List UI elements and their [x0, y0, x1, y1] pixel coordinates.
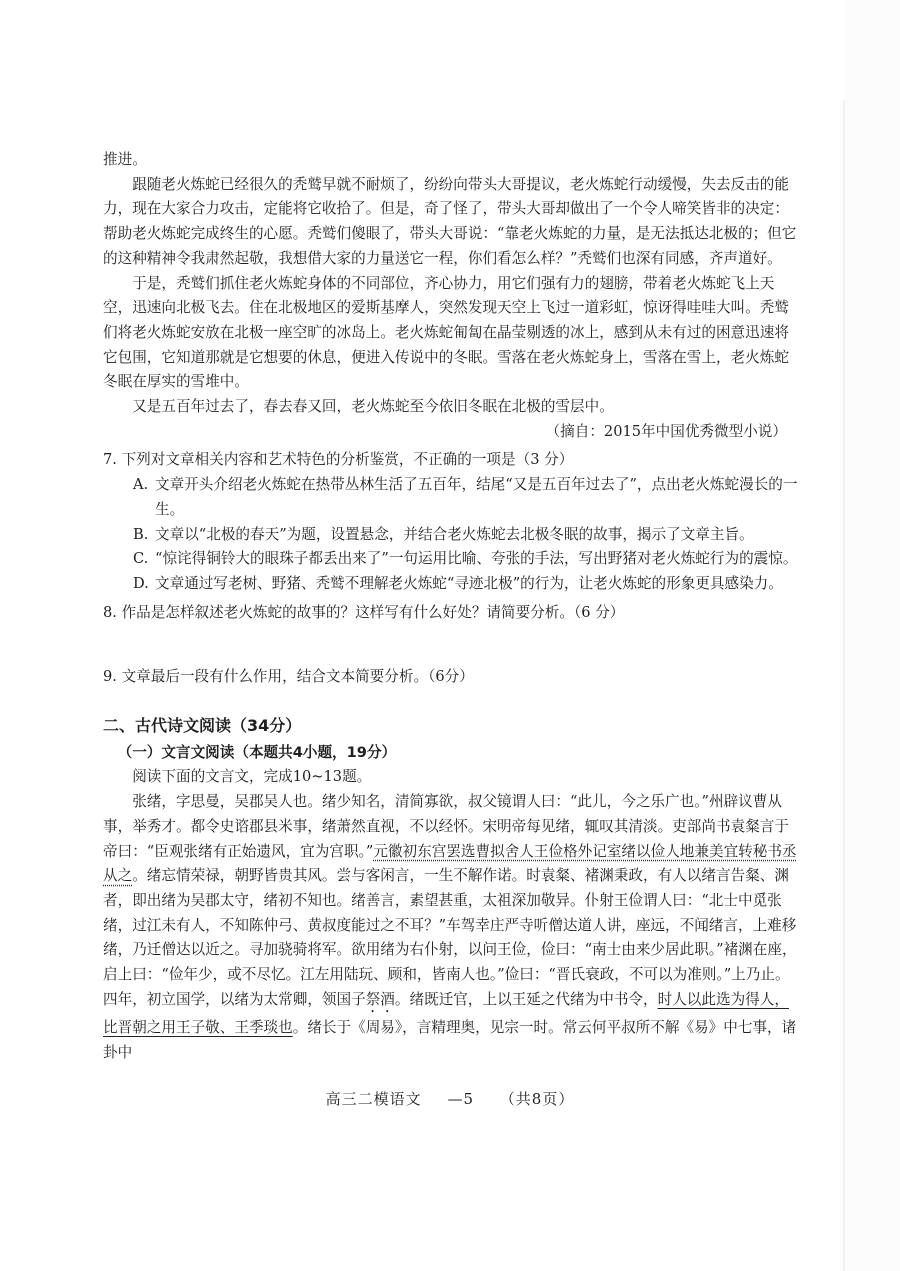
- wavy-underlined-sentence: 元徽初东宫罢选曹拟舍人王俭格外记室绪以俭人地兼美宜转秘书丞从之: [103, 842, 797, 885]
- option-b: [103, 523, 803, 548]
- passage-paragraph: 又是五百年过去了，春去春又回，老火炼蛇至今依旧冬眠在北极的雪层中。: [132, 398, 614, 416]
- question-text: 文章最后一段有什么作用，结合文本简要分析。（6分）: [121, 668, 474, 686]
- reading-instruction: 阅读下面的文言文，完成10~13题。: [132, 768, 372, 786]
- question-text: 下列对文章相关内容和艺术特色的分析鉴赏，不正确的一项是（3 分）: [121, 451, 574, 469]
- option-text: “惊诧得铜铃大的眼珠子都丢出来了”一句运用比喻、夸张的手法，写出野猪对老火炼蛇行为的震惊。: [155, 550, 798, 568]
- option-text: 文章以“北极的春天”为题，设置悬念，并结合老火炼蛇去北极冬眠的故事，揭示了文章主旨。: [155, 525, 754, 543]
- option-letter: D.: [133, 574, 149, 592]
- option-letter: A.: [133, 476, 149, 494]
- classical-passage: [103, 790, 803, 1065]
- passage-text: 。绪忘情荣禄，朝野皆贵其风。尝与客闲言，一生不解作诺。时袁粲、褚渊秉政，有人以绪言告粲、渊者，即出绪为吴郡太守，绪初不知也。绪善言，素望甚重，太祖深加敬异。仆射王俭谓人曰：“北士中觅张绪，过江未有人，不知陈仲弓、黄叔度能过之不耳？”车驾幸庄严寺听僧达道人讲，座远，不闻绪言，上难移绪，乃迁僧达以近之。寻加骁骑将军。欲用绪为右仆射，以问王俭，俭曰：“南士由来少居此职。”褚渊在座，启上曰：“俭年少，或不尽忆。江左用陆玩、顾和，皆南人也。”俭曰：“晋氏衰政，不可以为准则。”上乃止。四年，初立国学，以绪为太常卿，领国子: [103, 867, 797, 1008]
- question-text: 作品是怎样叙述老火炼蛇的故事的？这样写有什么好处？请简要分析。（6 分）: [121, 603, 625, 621]
- passage-paragraph: 跟随老火炼蛇已经很久的秃鹫早就不耐烦了，纷纷向带头大哥提议，老火炼蛇行动缓慢，失去反击的能力，现在大家合力攻击，定能将它收拾了。但是，奇了怪了，带头大哥却做出了一个令人啼笑皆非的决定：帮助老火炼蛇完成终生的心愿。秃鹫们傻眼了，带头大哥说：“靠老火炼蛇的力量，是无法抵达北极的；但它的这种精神令我肃然起敬，我想借大家的力量送它一程，你们看怎么样？”秃鹫们也深有同感，齐声道好。: [103, 175, 797, 267]
- exam-page-content: [103, 148, 803, 1065]
- passage-text: 。绪既迁官，上以王延之代绪为中书令，: [394, 990, 658, 1008]
- option-text: 文章通过写老树、野猪、秃鹫不理解老火炼蛇“寻迹北极”的行为，让老火炼蛇的形象更具感染力。: [155, 574, 783, 592]
- passage-text: 。绪长于《周易》，言精理奥，见宗一时。常云何平叔所不解《易》中七事，诸卦中: [103, 1018, 797, 1061]
- passage-text: 张绪，字思曼，吴郡吴人也。绪少知名，清简寡欲，叔父镜谓人曰：“此儿，今之乐广也。”州辟议曹从事，举秀才。都令史谘郡县米事，绪萧然直视，不以经怀。宋明帝每见绪，辄叹其清淡。吏部尚书袁粲言于帝曰：“臣观张绪有正始遗风，宜为宫职。”: [103, 793, 789, 860]
- question-number: 7.: [103, 451, 117, 469]
- question-number: 8.: [103, 603, 117, 621]
- scanner-shadow: [845, 0, 900, 1271]
- section-title: 二、古代诗文阅读（34分）: [103, 716, 302, 736]
- passage-source: （摘自：2015年中国优秀微型小说）: [545, 422, 787, 440]
- dotted-term: 祭酒: [365, 990, 395, 1008]
- answer-space: [103, 625, 803, 665]
- footer-total-pages: （共8页）: [499, 1090, 575, 1108]
- underlined-sentence: 时人以此选为得人，比晋朝之用王子敬、王季琰也: [103, 990, 789, 1036]
- option-letter: B.: [133, 525, 149, 543]
- spacer: [103, 690, 803, 700]
- option-d: [103, 572, 803, 597]
- question-number: 9.: [103, 668, 117, 686]
- passage-paragraph: 于是，秃鹫们抓住老火炼蛇身体的不同部位，齐心协力，用它们强有力的翅膀，带着老火炼蛇飞上天空，迅速向北极飞去。住在北极地区的爱斯基摩人，突然发现天空上飞过一道彩虹，惊讶得哇哇大叫。秃鹫们将老火炼蛇安放在北极一座空旷的冰岛上。老火炼蛇匍匐在晶莹剔透的冰上，感到从未有过的困意迅速将它包围，它知道那就是它想要的休息，便进入传说中的冬眠。雪落在老火炼蛇身上，雪落在雪上，老火炼蛇冬眠在厚实的雪堆中。: [103, 274, 789, 391]
- question-stem: [103, 448, 803, 473]
- footer-page-number: —5: [447, 1090, 474, 1108]
- footer-exam-title: 高三二模语文: [325, 1090, 422, 1108]
- option-c: [103, 547, 803, 572]
- question-9: [103, 665, 803, 690]
- option-a: [103, 473, 803, 522]
- question-7: [103, 448, 803, 596]
- subsection-title: （一）文言文阅读（本题共4小题，19分）: [117, 743, 397, 761]
- page-footer: [0, 1088, 900, 1109]
- passage-lead: 推进。: [103, 151, 147, 168]
- option-text: 文章开头介绍老火炼蛇在热带丛林生活了五百年，结尾“又是五百年过去了”，点出老火炼蛇漫长的一生。: [155, 476, 798, 518]
- option-letter: C.: [133, 550, 149, 568]
- question-8: [103, 601, 803, 626]
